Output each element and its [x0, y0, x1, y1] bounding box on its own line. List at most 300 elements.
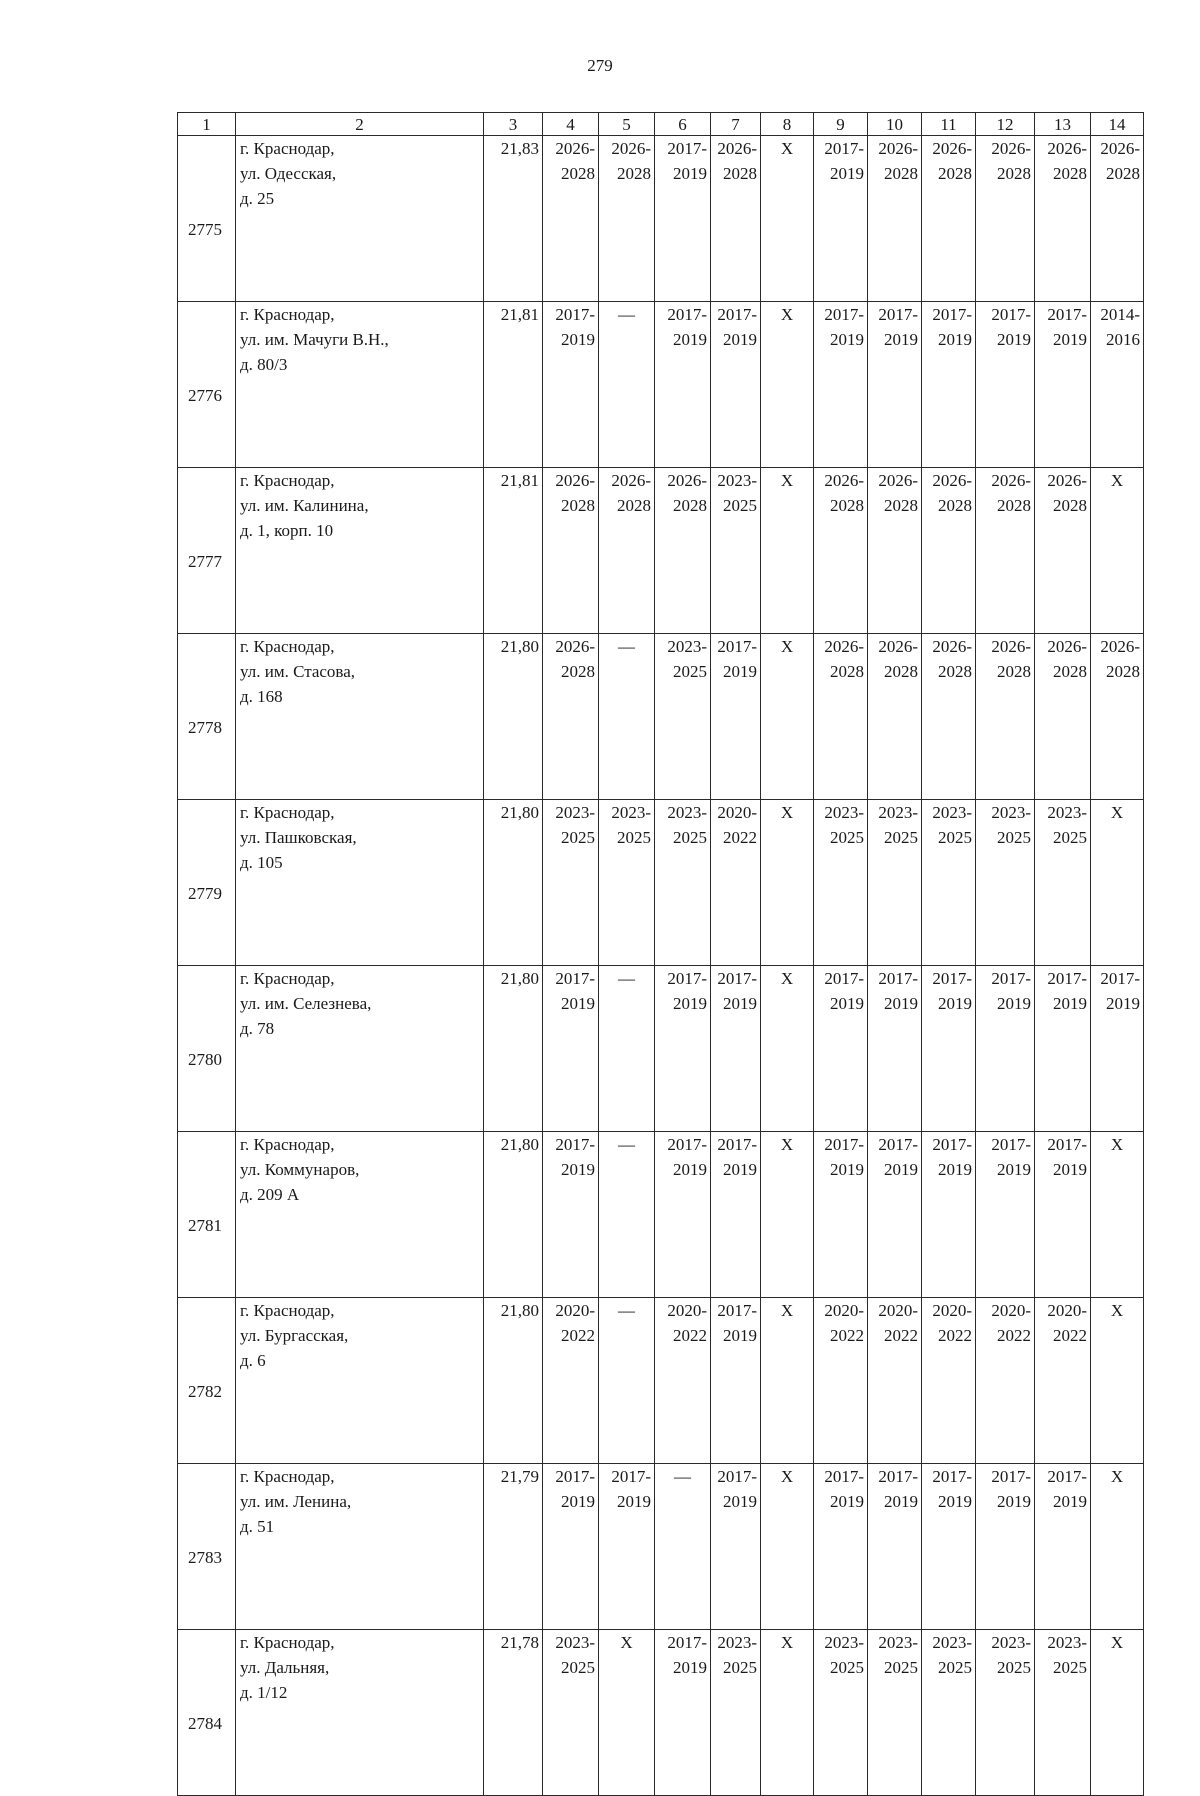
- period-line: 2019: [723, 662, 757, 681]
- address-cell: [236, 468, 484, 634]
- period-line: 2028: [938, 496, 972, 515]
- period-line: 2026-: [991, 637, 1031, 656]
- address-line: г. Краснодар,: [240, 1633, 335, 1652]
- period-line: 2019: [673, 330, 707, 349]
- address-line: д. 78: [240, 1019, 275, 1038]
- period-line: 2028: [884, 662, 918, 681]
- period-line: 2019: [673, 164, 707, 183]
- address-line: ул. Одесская,: [240, 164, 337, 183]
- mark-text: X: [1110, 1135, 1124, 1154]
- period-line: 2017-: [824, 139, 864, 158]
- period-line: 2022: [997, 1326, 1031, 1345]
- period-line: 2019: [830, 1160, 864, 1179]
- period-cell: [976, 1464, 1035, 1630]
- period-line: 2017-: [878, 1135, 918, 1154]
- period-line: 2019: [723, 994, 757, 1013]
- period-line: 2025: [561, 828, 595, 847]
- period-line: 2028: [561, 496, 595, 515]
- period-cell: [976, 966, 1035, 1132]
- period-line: 2028: [884, 164, 918, 183]
- period-cell: [1035, 800, 1091, 966]
- period-line: 2016: [1106, 330, 1140, 349]
- period-line: 2019: [673, 1160, 707, 1179]
- period-line: 2025: [723, 496, 757, 515]
- period-cell: [1035, 1630, 1091, 1796]
- period-cell: [814, 1464, 868, 1630]
- period-line: 2017-: [611, 1467, 651, 1486]
- period-line: 2017-: [824, 969, 864, 988]
- period-line: 2028: [938, 164, 972, 183]
- period-line: 2028: [1053, 496, 1087, 515]
- period-line: 2019: [1053, 994, 1087, 1013]
- mark-text: —: [618, 1135, 635, 1154]
- table-row: [178, 1464, 1144, 1630]
- mark-cell: X: [761, 1630, 814, 1796]
- period-line: 2020-: [991, 1301, 1031, 1320]
- mark-cell: X: [761, 1298, 814, 1464]
- period-cell: [976, 1298, 1035, 1464]
- period-line: 2028: [830, 496, 864, 515]
- period-line: 2017-: [1047, 1467, 1087, 1486]
- address-line: г. Краснодар,: [240, 637, 335, 656]
- period-line: 2019: [723, 330, 757, 349]
- period-cell: [814, 302, 868, 468]
- period-cell: [868, 634, 922, 800]
- table-row: [178, 1630, 1144, 1796]
- mark-cell: [1091, 1630, 1144, 1796]
- period-cell: [543, 136, 599, 302]
- column-number-cell: 11: [922, 113, 976, 136]
- period-cell: [976, 468, 1035, 634]
- period-cell: [868, 1298, 922, 1464]
- address-cell: [236, 634, 484, 800]
- period-line: 2017-: [717, 1301, 757, 1320]
- period-line: 2026-: [824, 637, 864, 656]
- address-line: г. Краснодар,: [240, 969, 335, 988]
- period-line: 2019: [561, 1492, 595, 1511]
- period-cell: [711, 1630, 761, 1796]
- period-cell: [1035, 1464, 1091, 1630]
- mark-text: X: [1110, 1633, 1124, 1652]
- period-line: 2025: [723, 1658, 757, 1677]
- mark-cell: X: [761, 1464, 814, 1630]
- address-cell: [236, 1298, 484, 1464]
- period-line: 2026-: [824, 471, 864, 490]
- period-line: 2017-: [717, 305, 757, 324]
- period-line: 2026-: [991, 471, 1031, 490]
- period-cell: [1035, 966, 1091, 1132]
- column-number-cell: 2: [236, 113, 484, 136]
- period-line: 2023-: [824, 803, 864, 822]
- period-cell: [976, 302, 1035, 468]
- period-line: 2022: [1053, 1326, 1087, 1345]
- period-line: 2023-: [555, 803, 595, 822]
- period-line: 2017-: [932, 969, 972, 988]
- row-number: 2777: [178, 468, 236, 634]
- period-cell: [814, 800, 868, 966]
- period-line: 2025: [1053, 1658, 1087, 1677]
- period-line: 2026-: [717, 139, 757, 158]
- period-cell: [655, 1298, 711, 1464]
- period-cell: [1035, 468, 1091, 634]
- address-cell: [236, 966, 484, 1132]
- period-cell: [711, 136, 761, 302]
- period-line: 2023-: [611, 803, 651, 822]
- period-cell: [655, 302, 711, 468]
- period-cell: [922, 1630, 976, 1796]
- period-cell: [711, 1464, 761, 1630]
- column-number-cell: 8: [761, 113, 814, 136]
- period-cell: [1035, 1132, 1091, 1298]
- period-line: 2019: [997, 1160, 1031, 1179]
- period-line: 2023-: [991, 1633, 1031, 1652]
- period-line: 2020-: [824, 1301, 864, 1320]
- mark-text: X: [1110, 803, 1124, 822]
- period-cell: [868, 1630, 922, 1796]
- address-line: г. Краснодар,: [240, 1467, 335, 1486]
- period-cell: [922, 302, 976, 468]
- period-line: 2022: [673, 1326, 707, 1345]
- period-line: 2026-: [1100, 637, 1140, 656]
- period-cell: [922, 634, 976, 800]
- value-cell: 21,80: [484, 966, 543, 1132]
- address-cell: [236, 1132, 484, 1298]
- period-cell: [655, 800, 711, 966]
- period-line: 2019: [673, 1658, 707, 1677]
- period-cell: [922, 800, 976, 966]
- period-line: 2023-: [717, 471, 757, 490]
- period-line: 2019: [830, 994, 864, 1013]
- mark-cell: X: [761, 136, 814, 302]
- value-cell: 21,83: [484, 136, 543, 302]
- period-cell: [711, 1132, 761, 1298]
- address-line: г. Краснодар,: [240, 139, 335, 158]
- period-cell: [814, 634, 868, 800]
- table-row: [178, 800, 1144, 966]
- mark-cell: [599, 1630, 655, 1796]
- period-cell: [711, 800, 761, 966]
- period-line: 2023-: [824, 1633, 864, 1652]
- period-line: 2023-: [932, 1633, 972, 1652]
- table-row: [178, 302, 1144, 468]
- period-cell: [599, 1464, 655, 1630]
- period-cell: [868, 1132, 922, 1298]
- table-row: [178, 966, 1144, 1132]
- period-line: 2017-: [878, 969, 918, 988]
- value-cell: 21,81: [484, 468, 543, 634]
- period-cell: [868, 136, 922, 302]
- period-cell: [711, 302, 761, 468]
- period-line: 2023-: [667, 637, 707, 656]
- period-line: 2025: [830, 1658, 864, 1677]
- mark-cell: [1091, 1464, 1144, 1630]
- period-cell: [655, 468, 711, 634]
- table-row: [178, 1132, 1144, 1298]
- value-cell: 21,80: [484, 800, 543, 966]
- mark-cell: [599, 1132, 655, 1298]
- column-number-cell: 4: [543, 113, 599, 136]
- period-cell: [543, 966, 599, 1132]
- mark-text: —: [618, 1301, 635, 1320]
- period-line: 2019: [884, 330, 918, 349]
- column-number-cell: 7: [711, 113, 761, 136]
- period-cell: [711, 468, 761, 634]
- period-line: 2017-: [932, 1467, 972, 1486]
- mark-cell: X: [761, 302, 814, 468]
- mark-text: —: [618, 969, 635, 988]
- period-line: 2028: [561, 164, 595, 183]
- address-line: д. 1/12: [240, 1683, 288, 1702]
- mark-cell: X: [761, 966, 814, 1132]
- register-table: [177, 112, 1144, 1796]
- period-line: 2017-: [1047, 1135, 1087, 1154]
- column-number-cell: 10: [868, 113, 922, 136]
- period-line: 2019: [938, 994, 972, 1013]
- row-number: 2784: [178, 1630, 236, 1796]
- period-cell: [814, 468, 868, 634]
- period-line: 2026-: [932, 637, 972, 656]
- period-cell: [543, 1132, 599, 1298]
- period-cell: [711, 634, 761, 800]
- period-line: 2019: [561, 330, 595, 349]
- column-number-cell: 12: [976, 113, 1035, 136]
- address-line: ул. им. Стасова,: [240, 662, 356, 681]
- period-line: 2017-: [555, 969, 595, 988]
- period-cell: [922, 468, 976, 634]
- period-line: 2025: [561, 1658, 595, 1677]
- mark-cell: X: [761, 468, 814, 634]
- column-number-cell: 5: [599, 113, 655, 136]
- period-line: 2028: [561, 662, 595, 681]
- value-cell: 21,80: [484, 1132, 543, 1298]
- period-cell: [976, 136, 1035, 302]
- value-cell: 21,78: [484, 1630, 543, 1796]
- row-number: 2783: [178, 1464, 236, 1630]
- column-number-cell: 6: [655, 113, 711, 136]
- period-cell: [1091, 136, 1144, 302]
- period-cell: [868, 1464, 922, 1630]
- mark-cell: [599, 302, 655, 468]
- period-cell: [868, 302, 922, 468]
- row-number: 2779: [178, 800, 236, 966]
- period-cell: [1035, 302, 1091, 468]
- period-line: 2017-: [667, 305, 707, 324]
- address-line: ул. Бургасская,: [240, 1326, 349, 1345]
- period-cell: [922, 136, 976, 302]
- row-number: 2776: [178, 302, 236, 468]
- period-line: 2017-: [991, 305, 1031, 324]
- period-line: 2026-: [1047, 637, 1087, 656]
- address-line: д. 25: [240, 189, 275, 208]
- period-line: 2019: [997, 994, 1031, 1013]
- period-line: 2028: [1106, 662, 1140, 681]
- address-line: г. Краснодар,: [240, 1135, 335, 1154]
- period-line: 2019: [830, 330, 864, 349]
- period-line: 2017-: [555, 305, 595, 324]
- period-line: 2026-: [878, 471, 918, 490]
- period-cell: [1035, 136, 1091, 302]
- period-line: 2019: [884, 1492, 918, 1511]
- period-line: 2025: [938, 1658, 972, 1677]
- address-line: д. 168: [240, 687, 283, 706]
- period-cell: [543, 302, 599, 468]
- mark-cell: [1091, 1132, 1144, 1298]
- period-line: 2017-: [1100, 969, 1140, 988]
- mark-cell: X: [761, 634, 814, 800]
- mark-cell: [1091, 468, 1144, 634]
- address-cell: [236, 136, 484, 302]
- period-line: 2017-: [555, 1135, 595, 1154]
- period-line: 2019: [938, 330, 972, 349]
- period-line: 2028: [997, 496, 1031, 515]
- address-line: д. 105: [240, 853, 283, 872]
- period-line: 2028: [673, 496, 707, 515]
- address-line: г. Краснодар,: [240, 803, 335, 822]
- period-cell: [868, 966, 922, 1132]
- period-cell: [1035, 1298, 1091, 1464]
- period-cell: [599, 800, 655, 966]
- period-line: 2017-: [717, 637, 757, 656]
- row-number: 2778: [178, 634, 236, 800]
- address-line: д. 51: [240, 1517, 275, 1536]
- period-line: 2028: [830, 662, 864, 681]
- address-line: д. 6: [240, 1351, 266, 1370]
- period-line: 2019: [830, 1492, 864, 1511]
- mark-text: X: [1110, 1301, 1124, 1320]
- period-line: 2014-: [1100, 305, 1140, 324]
- period-line: 2023-: [555, 1633, 595, 1652]
- address-line: д. 209 А: [240, 1185, 300, 1204]
- address-line: г. Краснодар,: [240, 1301, 335, 1320]
- period-line: 2017-: [991, 969, 1031, 988]
- address-line: д. 80/3: [240, 355, 288, 374]
- period-line: 2017-: [667, 1135, 707, 1154]
- period-line: 2025: [617, 828, 651, 847]
- period-cell: [1091, 966, 1144, 1132]
- mark-cell: X: [761, 800, 814, 966]
- period-line: 2025: [673, 662, 707, 681]
- period-line: 2028: [997, 164, 1031, 183]
- period-line: 2017-: [824, 1135, 864, 1154]
- period-line: 2025: [673, 828, 707, 847]
- value-cell: 21,79: [484, 1464, 543, 1630]
- period-line: 2023-: [991, 803, 1031, 822]
- period-line: 2017-: [717, 969, 757, 988]
- period-line: 2017-: [991, 1467, 1031, 1486]
- period-line: 2017-: [878, 305, 918, 324]
- mark-text: —: [674, 1467, 691, 1486]
- mark-text: —: [618, 637, 635, 656]
- period-cell: [543, 1630, 599, 1796]
- row-number: 2780: [178, 966, 236, 1132]
- page-number: 279: [587, 56, 613, 75]
- address-cell: [236, 1464, 484, 1630]
- period-cell: [711, 1298, 761, 1464]
- address-line: ул. Дальняя,: [240, 1658, 330, 1677]
- period-line: 2017-: [717, 1135, 757, 1154]
- period-line: 2025: [830, 828, 864, 847]
- period-cell: [711, 966, 761, 1132]
- table-body: [178, 113, 1144, 1796]
- period-line: 2019: [884, 1160, 918, 1179]
- period-line: 2028: [617, 496, 651, 515]
- period-cell: [599, 468, 655, 634]
- period-cell: [922, 966, 976, 1132]
- period-cell: [599, 136, 655, 302]
- mark-text: X: [1110, 471, 1124, 490]
- period-line: 2020-: [667, 1301, 707, 1320]
- period-cell: [655, 966, 711, 1132]
- period-cell: [1091, 302, 1144, 468]
- mark-text: X: [620, 1633, 633, 1652]
- period-cell: [814, 1298, 868, 1464]
- period-cell: [814, 966, 868, 1132]
- period-line: 2020-: [932, 1301, 972, 1320]
- period-line: 2020-: [717, 803, 757, 822]
- period-line: 2028: [617, 164, 651, 183]
- period-line: 2025: [1053, 828, 1087, 847]
- address-cell: [236, 800, 484, 966]
- period-line: 2028: [723, 164, 757, 183]
- period-line: 2023-: [717, 1633, 757, 1652]
- period-cell: [922, 1464, 976, 1630]
- period-line: 2028: [997, 662, 1031, 681]
- column-number-cell: 1: [178, 113, 236, 136]
- period-cell: [976, 1630, 1035, 1796]
- period-line: 2026-: [878, 637, 918, 656]
- mark-cell: [599, 966, 655, 1132]
- period-line: 2026-: [932, 471, 972, 490]
- period-line: 2017-: [667, 969, 707, 988]
- period-line: 2026-: [667, 471, 707, 490]
- period-cell: [655, 634, 711, 800]
- period-cell: [868, 468, 922, 634]
- mark-text: X: [1110, 1467, 1124, 1486]
- period-cell: [655, 1132, 711, 1298]
- value-cell: 21,81: [484, 302, 543, 468]
- period-cell: [814, 136, 868, 302]
- period-line: 2017-: [824, 305, 864, 324]
- period-line: 2025: [884, 828, 918, 847]
- period-cell: [543, 634, 599, 800]
- period-line: 2020-: [555, 1301, 595, 1320]
- period-cell: [1035, 634, 1091, 800]
- column-number-cell: 9: [814, 113, 868, 136]
- period-cell: [922, 1298, 976, 1464]
- period-line: 2025: [938, 828, 972, 847]
- period-line: 2026-: [1047, 471, 1087, 490]
- period-line: 2028: [1053, 662, 1087, 681]
- table-row: [178, 634, 1144, 800]
- period-line: 2023-: [878, 803, 918, 822]
- mark-cell: [655, 1464, 711, 1630]
- address-line: ул. им. Ленина,: [240, 1492, 352, 1511]
- period-line: 2023-: [1047, 803, 1087, 822]
- period-line: 2025: [997, 1658, 1031, 1677]
- period-line: 2026-: [555, 139, 595, 158]
- address-line: ул. им. Мачуги В.Н.,: [240, 330, 389, 349]
- table-row: [178, 468, 1144, 634]
- period-line: 2019: [1106, 994, 1140, 1013]
- period-line: 2017-: [991, 1135, 1031, 1154]
- period-cell: [976, 634, 1035, 800]
- period-line: 2022: [938, 1326, 972, 1345]
- period-line: 2017-: [932, 305, 972, 324]
- period-line: 2019: [723, 1326, 757, 1345]
- period-line: 2019: [1053, 1160, 1087, 1179]
- period-line: 2023-: [878, 1633, 918, 1652]
- mark-cell: [599, 634, 655, 800]
